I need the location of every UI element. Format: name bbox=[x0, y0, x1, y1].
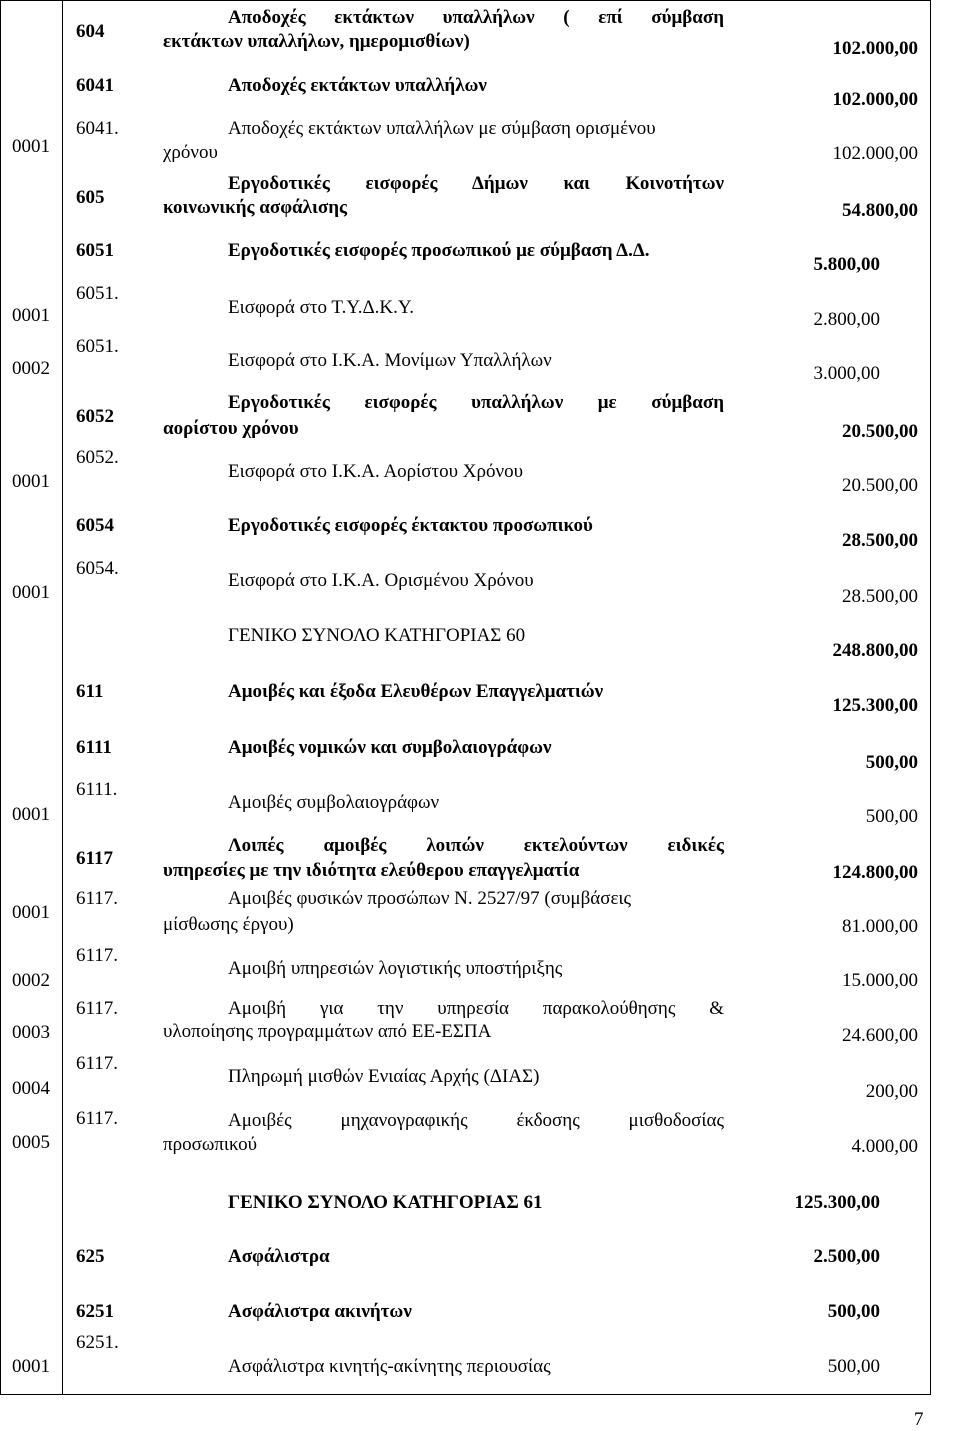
amount: 54.800,00 bbox=[842, 200, 918, 221]
account-description: Αμοιβές μηχανογραφικής έκδοσης μισθοδοσίας bbox=[228, 1110, 724, 1131]
account-description: Ασφάλιστρα κινητής-ακίνητης περιουσίας bbox=[228, 1356, 551, 1377]
account-code: 604 bbox=[76, 21, 105, 42]
account-description-line2: υπηρεσίες με την ιδιότητα ελεύθερου επαγγελματία bbox=[163, 860, 580, 881]
sub-code: 0002 bbox=[12, 358, 50, 379]
account-code: 6052. bbox=[76, 447, 119, 468]
page-number: 7 bbox=[914, 1409, 924, 1430]
account-description: Εισφορά στο Ι.Κ.Α. Ορισμένου Χρόνου bbox=[228, 570, 534, 591]
total-amount: 125.300,00 bbox=[794, 1192, 880, 1213]
account-description: Εργοδοτικές εισφορές υπαλλήλων με σύμβαση bbox=[228, 392, 724, 413]
amount: 500,00 bbox=[827, 1356, 880, 1377]
amount: 20.500,00 bbox=[842, 475, 918, 496]
account-code: 6117. bbox=[76, 1053, 119, 1074]
account-description: Αμοιβές νομικών και συμβολαιογράφων bbox=[228, 737, 552, 758]
account-description: Εισφορά στο Τ.Υ.Δ.Κ.Υ. bbox=[228, 297, 415, 318]
sub-code: 0003 bbox=[12, 1022, 50, 1043]
account-code: 6052 bbox=[76, 406, 114, 427]
account-code: 6051. bbox=[76, 283, 119, 304]
account-code: 6054 bbox=[76, 515, 114, 536]
account-code: 6051 bbox=[76, 240, 114, 261]
amount: 124.800,00 bbox=[832, 862, 918, 883]
account-description: Αποδοχές εκτάκτων υπαλλήλων bbox=[228, 75, 487, 96]
amount: 28.500,00 bbox=[842, 586, 918, 607]
account-code: 6041. bbox=[76, 118, 119, 139]
account-description: Αμοιβή για την υπηρεσία παρακολούθησης & bbox=[228, 998, 724, 1019]
account-code: 6111 bbox=[76, 737, 112, 758]
sub-code: 0001 bbox=[12, 471, 50, 492]
amount: 81.000,00 bbox=[842, 916, 918, 937]
amount: 125.300,00 bbox=[832, 695, 918, 716]
amount: 28.500,00 bbox=[842, 530, 918, 551]
account-description: Αποδοχές εκτάκτων υπαλλήλων με σύμβαση ορισμένου bbox=[228, 118, 656, 139]
amount: 102.000,00 bbox=[832, 89, 918, 110]
amount: 4.000,00 bbox=[851, 1136, 918, 1157]
account-code: 6251 bbox=[76, 1301, 114, 1322]
amount: 5.800,00 bbox=[813, 254, 880, 275]
account-code: 6117 bbox=[76, 848, 113, 869]
total-label: ΓΕΝΙΚΟ ΣΥΝΟΛΟ ΚΑΤΗΓΟΡΙΑΣ 60 bbox=[228, 625, 526, 646]
table-rule bbox=[0, 0, 1, 1395]
amount: 2.800,00 bbox=[813, 309, 880, 330]
account-description: Αμοιβές φυσικών προσώπων Ν. 2527/97 (συμβάσεις bbox=[228, 888, 632, 909]
account-code: 6117. bbox=[76, 945, 119, 966]
account-description: Ασφάλιστρα ακινήτων bbox=[228, 1301, 412, 1322]
amount: 500,00 bbox=[865, 752, 918, 773]
sub-code: 0005 bbox=[12, 1132, 50, 1153]
account-description-line2: προσωπικού bbox=[163, 1134, 258, 1155]
account-code: 6117. bbox=[76, 998, 119, 1019]
account-code: 611 bbox=[76, 681, 104, 702]
table-rule bbox=[62, 0, 63, 1395]
sub-code: 0001 bbox=[12, 582, 50, 603]
account-description-line2: μίσθωσης έργου) bbox=[163, 914, 294, 935]
account-code: 6111. bbox=[76, 779, 118, 800]
amount: 200,00 bbox=[865, 1081, 918, 1102]
sub-code: 0004 bbox=[12, 1078, 50, 1099]
account-description: Αμοιβή υπηρεσιών λογιστικής υποστήριξης bbox=[228, 958, 563, 979]
sub-code: 0001 bbox=[12, 902, 50, 923]
table-rule bbox=[0, 1394, 930, 1395]
total-amount: 248.800,00 bbox=[832, 640, 918, 661]
account-code: 605 bbox=[76, 187, 105, 208]
amount: 102.000,00 bbox=[832, 143, 918, 164]
account-description-line2: υλοποίησης προγραμμάτων από ΕΕ-ΕΣΠΑ bbox=[163, 1021, 492, 1042]
amount: 15.000,00 bbox=[842, 970, 918, 991]
account-code: 6054. bbox=[76, 558, 119, 579]
amount: 102.000,00 bbox=[832, 38, 918, 59]
sub-code: 0001 bbox=[12, 804, 50, 825]
account-code: 6251. bbox=[76, 1332, 119, 1353]
account-description: Εργοδοτικές εισφορές Δήμων και Κοινοτήτων bbox=[228, 173, 724, 194]
account-description-line2: εκτάκτων υπαλλήλων, ημερομισθίων) bbox=[163, 31, 470, 52]
sub-code: 0001 bbox=[12, 305, 50, 326]
account-code: 6117. bbox=[76, 888, 119, 909]
account-description-line2: αορίστου χρόνου bbox=[163, 418, 299, 439]
amount: 24.600,00 bbox=[842, 1025, 918, 1046]
account-code: 6041 bbox=[76, 75, 114, 96]
amount: 3.000,00 bbox=[813, 363, 880, 384]
amount: 20.500,00 bbox=[842, 421, 918, 442]
account-description: Εισφορά στο Ι.Κ.Α. Αορίστου Χρόνου bbox=[228, 461, 524, 482]
account-description: Πληρωμή μισθών Ενιαίας Αρχής (ΔΙΑΣ) bbox=[228, 1066, 540, 1087]
account-code: 6051. bbox=[76, 336, 119, 357]
account-description: Εργοδοτικές εισφορές προσωπικού με σύμβαση Δ.Δ. bbox=[228, 240, 650, 261]
amount: 2.500,00 bbox=[813, 1246, 880, 1267]
sub-code: 0002 bbox=[12, 970, 50, 991]
account-description: Αποδοχές εκτάκτων υπαλλήλων ( επί σύμβαση bbox=[228, 7, 724, 28]
account-description: Εισφορά στο Ι.Κ.Α. Μονίμων Υπαλλήλων bbox=[228, 350, 552, 371]
table-rule bbox=[930, 0, 931, 1395]
account-code: 625 bbox=[76, 1246, 105, 1267]
account-description: Αμοιβές συμβολαιογράφων bbox=[228, 792, 440, 813]
account-description: Εργοδοτικές εισφορές έκτακτου προσωπικού bbox=[228, 515, 593, 536]
sub-code: 0001 bbox=[12, 136, 50, 157]
account-description: Λοιπές αμοιβές λοιπών εκτελούντων ειδικές bbox=[228, 835, 724, 856]
table-rule bbox=[0, 0, 930, 1]
account-description-line2: χρόνου bbox=[163, 142, 218, 163]
amount: 500,00 bbox=[827, 1301, 880, 1322]
account-code: 6117. bbox=[76, 1108, 119, 1129]
amount: 500,00 bbox=[865, 806, 918, 827]
total-label: ΓΕΝΙΚΟ ΣΥΝΟΛΟ ΚΑΤΗΓΟΡΙΑΣ 61 bbox=[228, 1192, 543, 1213]
account-description: Ασφάλιστρα bbox=[228, 1246, 330, 1267]
sub-code: 0001 bbox=[12, 1356, 50, 1377]
account-description-line2: κοινωνικής ασφάλισης bbox=[163, 197, 348, 218]
account-description: Αμοιβές και έξοδα Ελευθέρων Επαγγελματιών bbox=[228, 681, 604, 702]
